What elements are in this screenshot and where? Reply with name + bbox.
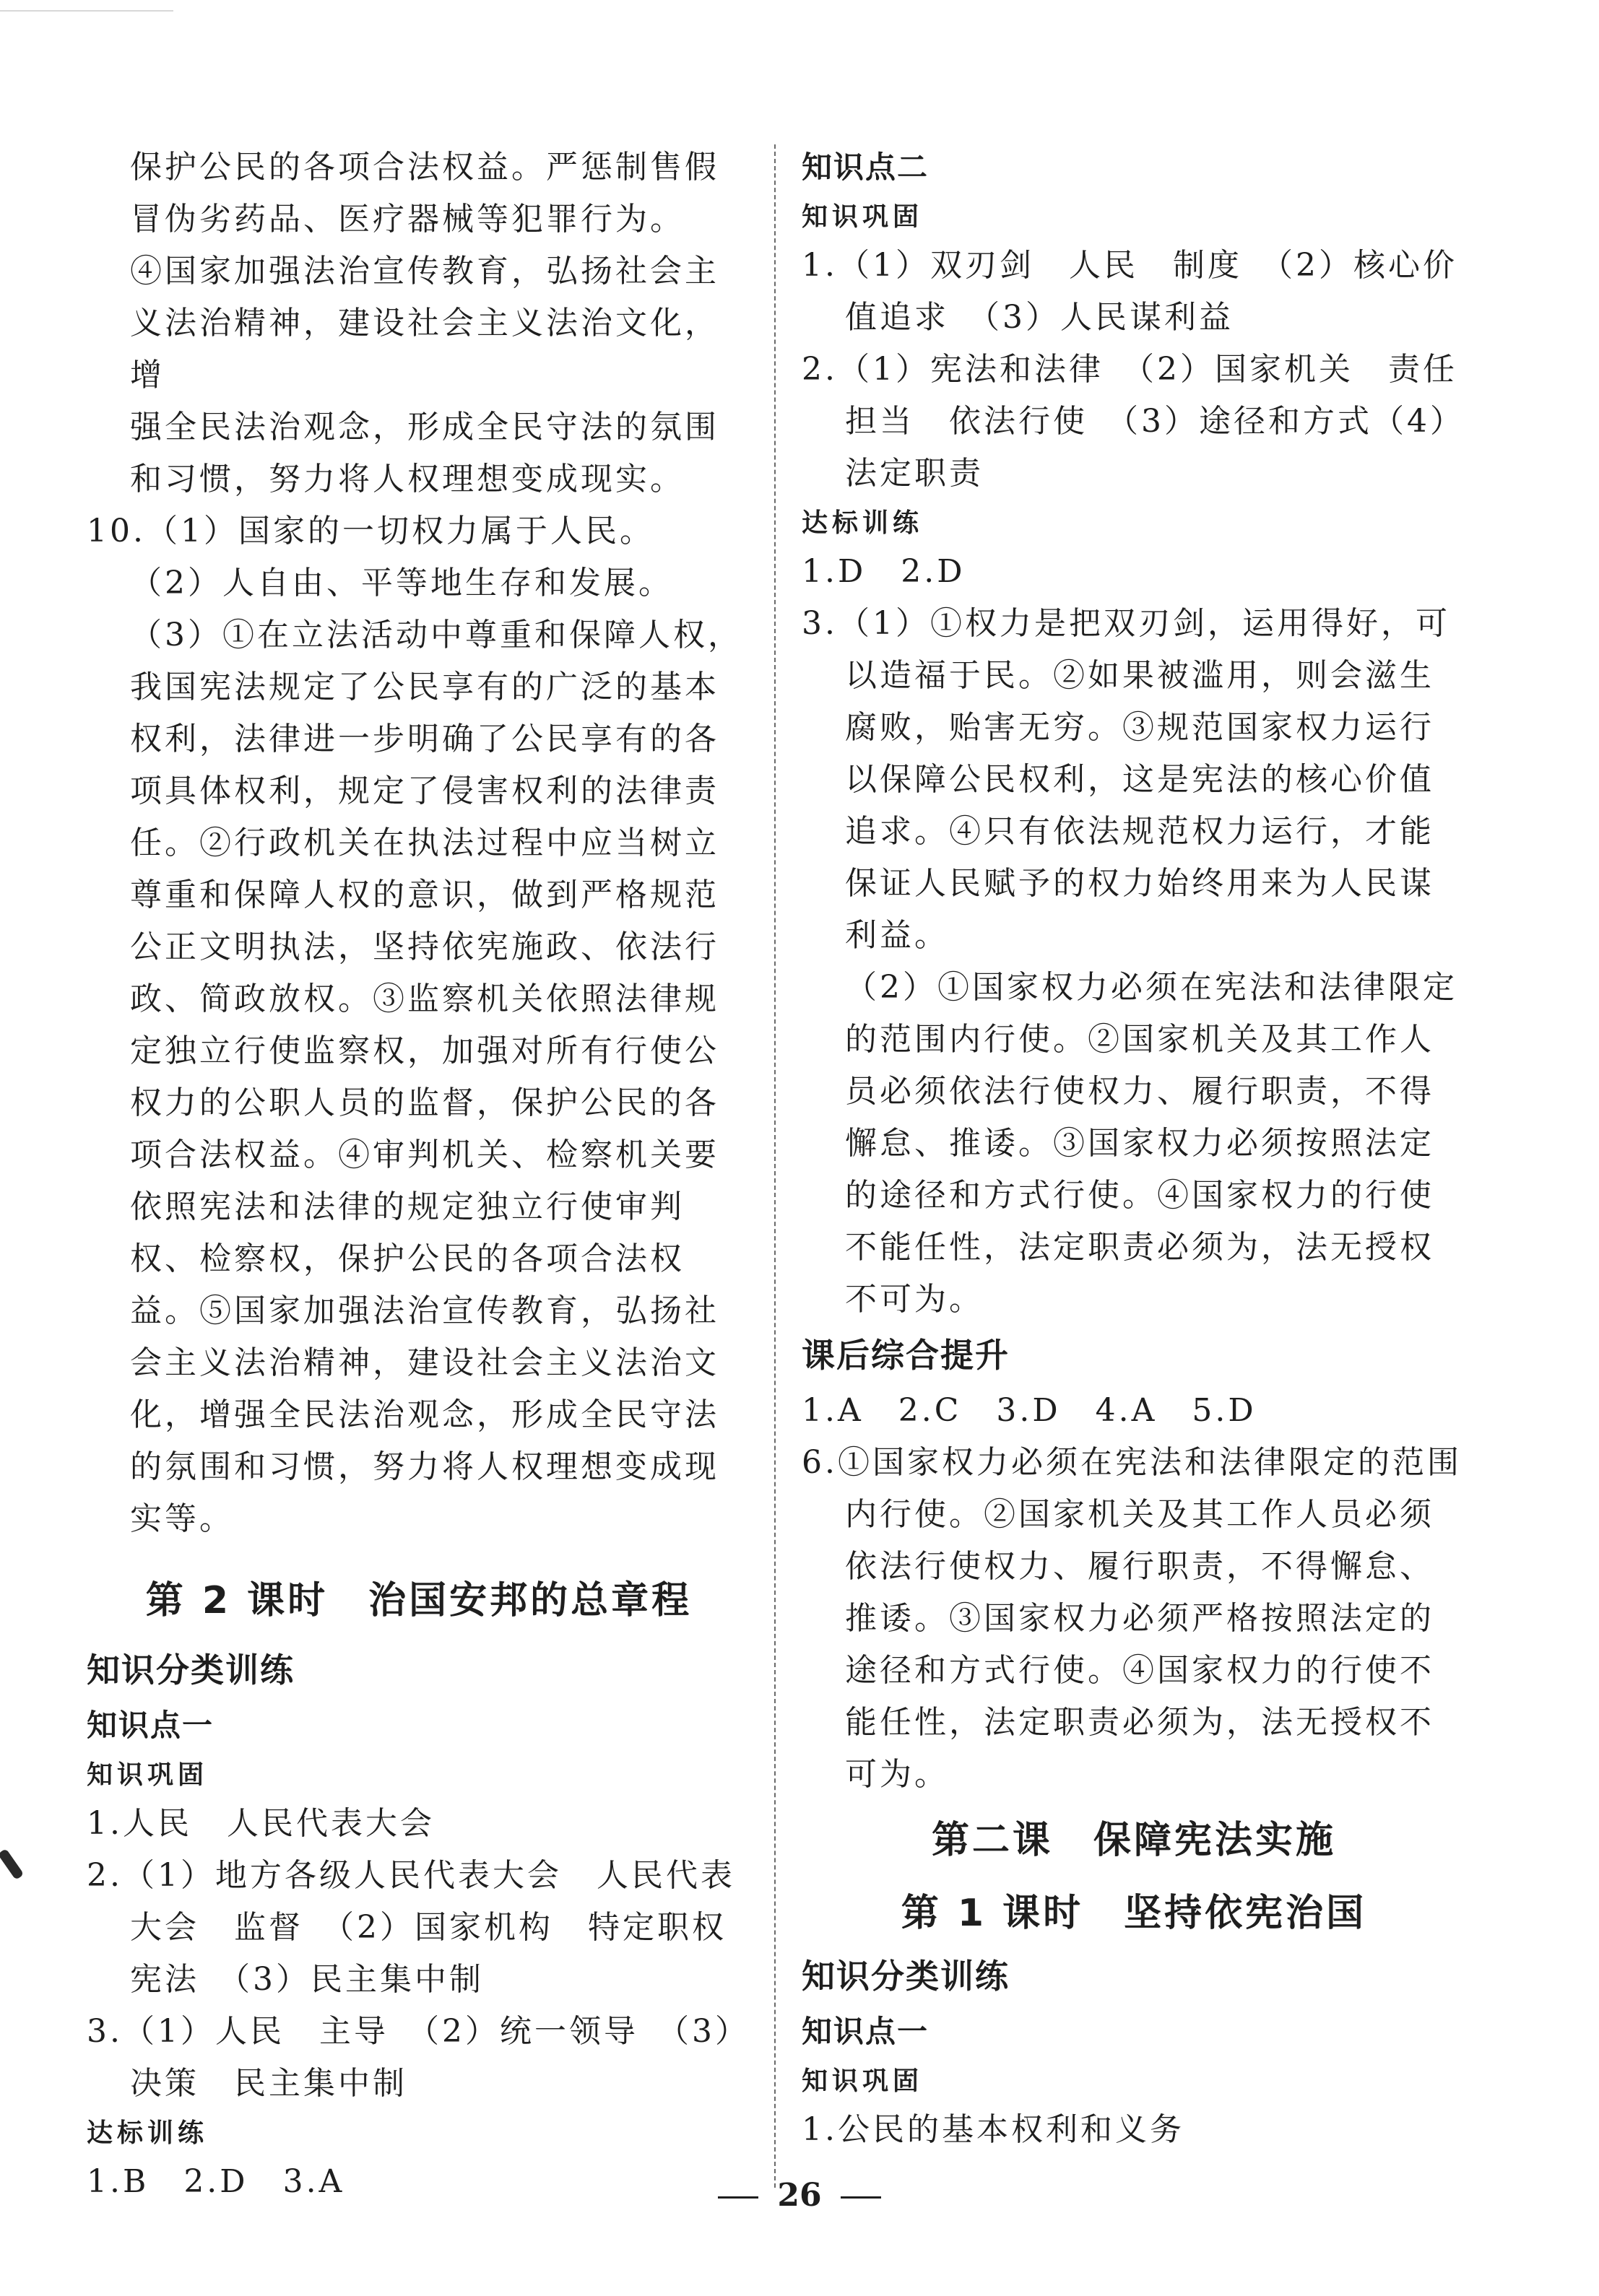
page-number [0,2177,1599,2214]
scan-edge-line [0,10,173,12]
question-10-line2: （2）人自由、平等地生存和发展。 [130,565,673,601]
right-column [802,142,1466,2156]
question-6: 6.①国家权力必须在宪法和法律限定的范围内行使。②国家机关及其工作人员必须依法行使权力、履行职责，不得懈怠、推诿。③国家权力必须严格按照法定的途径和方式行使。④国家权力的行使不能任性，法定职责必须为，法无授权不可为。 [802,1444,1462,1793]
continuation-line: 强全民法治观念，形成全民守法的氛围 [130,409,719,445]
consolidate-item: 1.（1）双刃剑 人民 制度 （2）核心价值追求 （3）人民谋利益 [802,247,1457,336]
consolidate-item: 2.（1）宪法和法律 （2）国家机关 责任担当 依法行使 （3）途径和方式（4）法定职责 [802,351,1465,492]
question-3-part1: 3.（1）①权力是把双刃剑，运用得好，可以造福于民。②如果被滥用，则会滋生腐败，贻害无穷。③规范国家权力运行以保障公民权利，这是宪法的核心价值追求。④只有依法规范权力运行，才能保证人民赋予的权力始终用来为人民谋利益。 [802,605,1450,954]
consolidate-item: 2.（1）地方各级人民代表大会 人民代表大会 监督 （2）国家机构 特定职权 宪法 （3）民主集中制 [87,1857,761,1998]
left-column [87,142,761,2208]
scan-mark [0,1848,24,1880]
training-heading: 知识分类训练 [87,1651,295,1690]
after-class-heading: 课后综合提升 [802,1336,1010,1375]
point1-heading: 知识点一 [87,1708,214,1743]
consolidate-item: 1.人民 人民代表大会 [87,1805,435,1842]
page-number-dash-left [718,2196,758,2199]
training-heading: 知识分类训练 [802,1957,1010,1996]
chapter-title: 第二课 保障宪法实施 [931,1819,1336,1862]
point2-heading: 知识点二 [802,149,930,185]
continuation-line: 冒伪劣药品、医疗器械等犯罪行为。 [130,201,685,238]
question-10-part3: （3）①在立法活动中尊重和保障人权，我国宪法规定了公民享有的广泛的基本权利，法律进一步明确了公民享有的各项具体权利，规定了侵害权利的法律责任。②行政机关在执法过程中应当树立尊重和保障人权的意识，做到严格规范公正文明执法，坚持依宪施政、依法行政、简政放权。③监察机关依照法律规定独立行使监察权，加强对所有行使公权力的公职人员的监督，保护公民的各项合法权益。④审判机关、检察机关要依照宪法和法律的规定独立行使审判权、检察权，保护公民的各项合法权益。⑤国家加强法治宣传教育，弘扬社会主义法治精神，建设社会主义法治文化，增强全民法治观念，形成全民守法的氛围和习惯，努力将人权理想变成现实等。 [130,617,742,1537]
standard-label: 达标训练 [802,508,924,538]
page-number-value: 26 [777,2177,822,2214]
point1-heading: 知识点一 [802,2014,930,2049]
standard-answers: 1.B 2.D 3.A [87,2163,345,2200]
standard-answers: 1.D 2.D [802,553,966,590]
after-class-answers: 1.A 2.C 3.D 4.A 5.D [802,1392,1257,1429]
consolidate-item: 1.公民的基本权利和义务 [802,2111,1184,2148]
lesson2-title: 第 2 课时 治国安邦的总章程 [145,1579,693,1622]
consolidate-label: 知识巩固 [87,1760,209,1790]
continuation-line: 义法治精神，建设社会主义法治文化，增 [130,305,719,393]
consolidate-label: 知识巩固 [802,2066,924,2096]
continuation-line: 和习惯，努力将人权理想变成现实。 [130,461,685,497]
continuation-line: ④国家加强法治宣传教育，弘扬社会主 [130,253,719,290]
consolidate-label: 知识巩固 [802,201,924,232]
question-10-line1: 10.（1）国家的一切权力属于人民。 [87,513,654,549]
continuation-line: 保护公民的各项合法权益。严惩制售假 [130,149,719,186]
page-number-dash-right [841,2196,881,2199]
column-divider [774,144,776,2188]
lesson1-title: 第 1 课时 坚持依宪治国 [901,1892,1367,1935]
standard-label: 达标训练 [87,2118,209,2148]
consolidate-item: 3.（1）人民 主导 （2）统一领导 （3）决策 民主集中制 [87,2013,750,2102]
question-3-part2: （2）①国家权力必须在宪法和法律限定的范围内行使。②国家机关及其工作人员必须依法行使权力、履行职责，不得懈怠、推诿。③国家权力必须按照法定的途径和方式行使。④国家权力的行使不能任性，法定职责必须为，法无授权不可为。 [845,969,1457,1318]
